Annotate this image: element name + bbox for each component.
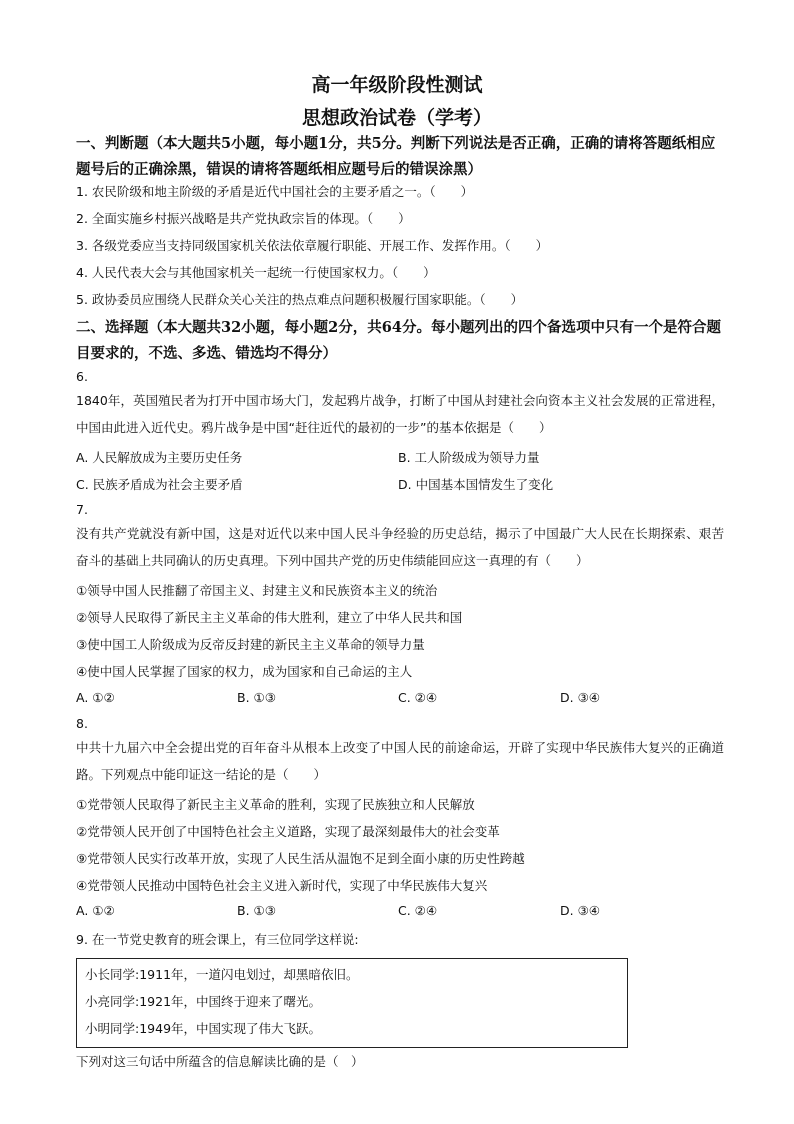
question-8-option-a: A. ①② <box>76 903 115 918</box>
question-7-item-1: ①领导中国人民推翻了帝国主义、封建主义和民族资本主义的统治 <box>76 583 438 598</box>
question-6-option-d: D. 中国基本国情发生了变化 <box>398 477 554 492</box>
question-7-item-4: ④使中国人民掌握了国家的权力，成为国家和自己命运的主人 <box>76 664 413 679</box>
question-8-item-1: ①党带领人民取得了新民主主义革命的胜利，实现了民族独立和人民解放 <box>76 797 475 812</box>
question-6-option-b: B. 工人阶级成为领导力量 <box>398 450 540 465</box>
question-8-item-3: ⑨党带领人民实行改革开放，实现了人民生活从温饱不足到全面小康的历史性跨越 <box>76 851 525 866</box>
question-7-option-c: C. ②④ <box>398 690 438 705</box>
question-8-number: 8. <box>76 716 88 731</box>
question-9-follow: 下列对这三句话中所蕴含的信息解读比确的是（ ） <box>76 1054 364 1069</box>
judge-item-1: 1. 农民阶级和地主阶级的矛盾是近代中国社会的主要矛盾之一。（ ） <box>76 184 474 199</box>
question-7-option-d: D. ③④ <box>560 690 600 705</box>
question-7-item-2: ②领导人民取得了新民主主义革命的伟大胜利，建立了中华人民共和国 <box>76 610 463 625</box>
question-7-item-3: ③使中国工人阶级成为反帝反封建的新民主主义革命的领导力量 <box>76 637 425 652</box>
question-6-stem: 1840年，英国殖民者为打开中国市场大门，发起鸦片战争，打断了中国从封建社会向资本主义社会发展的正常进程，中国由此进入近代史。鸦片战争是中国“赶往近代的最初的一步”的基本依据是（ ） <box>76 393 724 435</box>
judge-item-3: 3. 各级党委应当支持同级国家机关依法依章履行职能、开展工作、发挥作用。（ ） <box>76 238 549 253</box>
question-7-stem: 没有共产党就没有新中国，这是对近代以来中国人民斗争经验的历史总结，揭示了中国最广大人民在长期探索、艰苦奋斗的基础上共同确认的历史真理。下列中国共产党的历史伟绩能回应这一真理的有（ ） <box>76 526 724 568</box>
quote-line-1: 小长同学:1911年，一道闪电划过，却黑暗依旧。 <box>85 967 359 982</box>
question-8-item-2: ②党带领人民开创了中国特色社会主义道路，实现了最深刻最伟大的社会变革 <box>76 824 500 839</box>
question-6-option-a: A. 人民解放成为主要历史任务 <box>76 450 243 465</box>
question-8-option-c: C. ②④ <box>398 903 438 918</box>
judge-item-4: 4. 人民代表大会与其他国家机关一起统一行使国家权力。（ ） <box>76 265 436 280</box>
question-6-number: 6. <box>76 369 88 384</box>
question-8-option-d: D. ③④ <box>560 903 600 918</box>
question-7-option-a: A. ①② <box>76 690 115 705</box>
quote-box <box>76 958 628 1048</box>
quote-line-3: 小明同学:1949年，中国实现了伟大飞跃。 <box>85 1021 322 1036</box>
question-8-option-b: B. ①③ <box>237 903 276 918</box>
question-8-stem: 中共十九届六中全会提出党的百年奋斗从根本上改变了中国人民的前途命运，开辟了实现中华民族伟大复兴的正确道路。下列观点中能印证这一结论的是（ ） <box>76 740 724 782</box>
section-choice-heading: 二、选择题（本大题共32小题，每小题2分，共64分。每小题列出的四个备选项中只有一个是符合题目要求的，不选、多选、错选均不得分） <box>76 319 721 362</box>
section-judgement-heading: 一、判断题（本大题共5小题，每小题1分，共5分。判断下列说法是否正确，正确的请将答题纸相应题号后的正确涂黑，错误的请将答题纸相应题号后的错误涂黑） <box>76 135 716 178</box>
question-7-option-b: B. ①③ <box>237 690 276 705</box>
exam-title: 高一年级阶段性测试 <box>311 74 483 96</box>
question-8-item-4: ④党带领人民推动中国特色社会主义进入新时代，实现了中华民族伟大复兴 <box>76 878 488 893</box>
exam-subtitle: 思想政治试卷（学考） <box>301 107 492 129</box>
judge-item-5: 5. 政协委员应围绕人民群众关心关注的热点难点问题积极履行国家职能。（ ） <box>76 292 524 307</box>
judge-item-2: 2. 全面实施乡村振兴战略是共产党执政宗旨的体现。（ ） <box>76 211 411 226</box>
question-7-number: 7. <box>76 502 88 517</box>
question-9-stem: 9. 在一节党史教育的班会课上，有三位同学这样说: <box>76 932 359 947</box>
quote-line-2: 小亮同学:1921年，中国终于迎来了曙光。 <box>85 994 322 1009</box>
question-6-option-c: C. 民族矛盾成为社会主要矛盾 <box>76 477 243 492</box>
